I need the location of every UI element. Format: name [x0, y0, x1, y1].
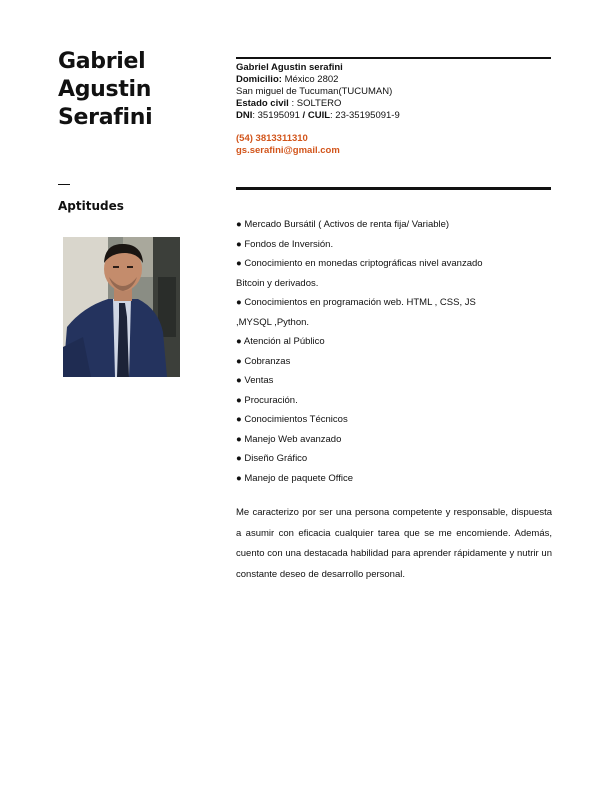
- list-item: ● Ventas: [236, 375, 274, 386]
- contact-phone: (54) 3813311310: [236, 133, 308, 144]
- list-item: ● Conocimientos Técnicos: [236, 414, 348, 425]
- contact-domicilio: Domicilio: México 2802: [236, 74, 339, 85]
- contact-email: gs.serafini@gmail.com: [236, 145, 340, 156]
- list-item: ● Procuración.: [236, 394, 298, 406]
- contact-block: [236, 62, 551, 157]
- candidate-name: [58, 48, 218, 132]
- contact-full-name: Gabriel Agustin serafini: [236, 62, 343, 73]
- profile-summary: Me caracterizo por ser una persona competente y responsable, dispuesta a asumir con eficacia cualquier tarea que se me encomiende. Además, cuento con una destacada habilidad para aprender rápidamente y nutrir un constante deseo de desarrollo personal.: [236, 507, 552, 580]
- section-rule: [236, 187, 551, 190]
- contact-city: San miguel de Tucuman(TUCUMAN): [236, 86, 393, 97]
- skills-list: [236, 218, 556, 491]
- list-item: ● Diseño Gráfico: [236, 453, 308, 464]
- name-line-first: Gabriel: [58, 49, 146, 74]
- list-item: ● Manejo de paquete Office: [236, 472, 354, 484]
- list-item: ● Manejo Web avanzado: [236, 433, 342, 445]
- contact-ids: DNI: 35195091 / CUIL: 23-35195091-9: [236, 110, 400, 121]
- name-line-last: Serafini: [58, 105, 153, 130]
- list-item: Bitcoin y derivados.: [236, 277, 319, 289]
- section-dash-divider: [58, 184, 70, 185]
- list-item: ● Conocimientos en programación web. HTML , CSS, JS: [236, 297, 476, 308]
- contact-estado-civil: Estado civil : SOLTERO: [236, 98, 342, 109]
- name-line-middle: Agustin: [58, 77, 152, 102]
- header-rule: [236, 57, 551, 59]
- aptitudes-heading: Aptitudes: [58, 199, 124, 213]
- list-item: ,MYSQL ,Python.: [236, 316, 310, 328]
- list-item: ● Conocimiento en monedas criptográficas nivel avanzado: [236, 258, 483, 269]
- list-item: ● Atención al Público: [236, 336, 325, 347]
- list-item: ● Cobranzas: [236, 355, 291, 367]
- list-item: ● Fondos de Inversión.: [236, 238, 334, 250]
- profile-photo: [63, 237, 180, 377]
- list-item: ● Mercado Bursátil ( Activos de renta fija/ Variable): [236, 219, 450, 230]
